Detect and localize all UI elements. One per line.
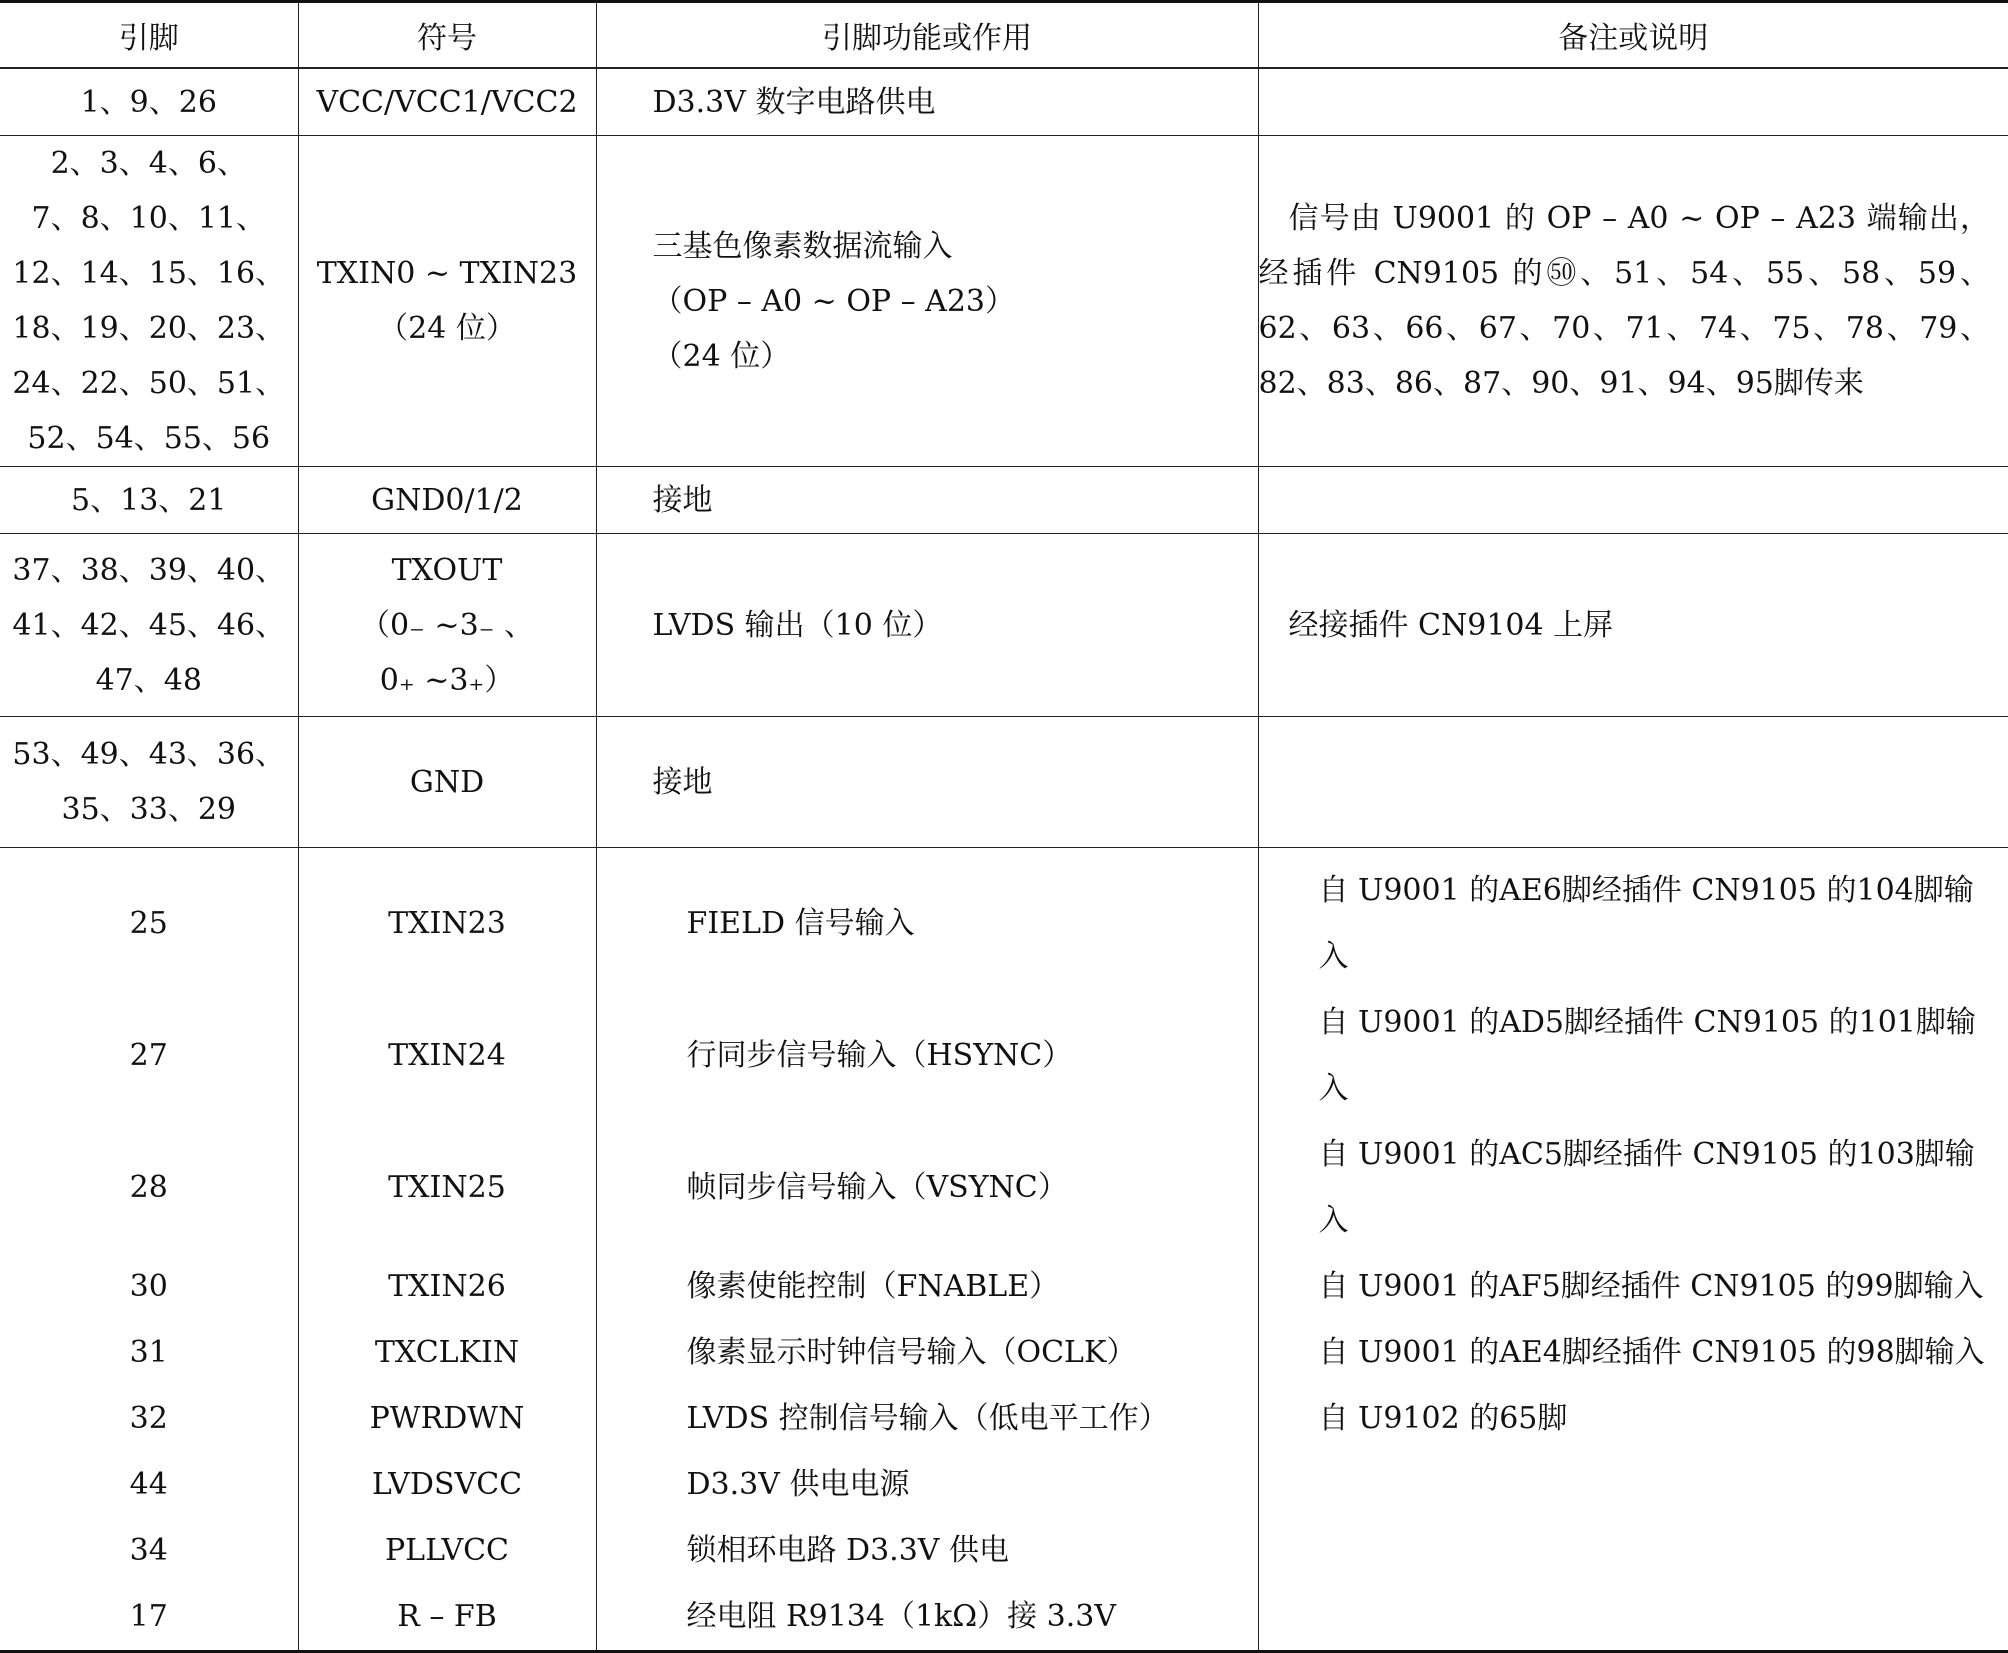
pin-cell: 2、3、4、6、 7、8、10、11、 12、14、15、16、 18、19、20、23、 24、22、50、51、 52、54、55、56 [0,136,298,467]
function-cell: 接地 [596,467,1258,534]
function-cell: LVDS 控制信号输入（低电平工作） [596,1386,1258,1452]
note-cell: 自 U9001 的AE4脚经插件 CN9105 的98脚输入 [1258,1320,2008,1386]
pin-cell: 27 [129,1038,168,1073]
function-cell: 锁相环电路 D3.3V 供电 [596,1518,1258,1584]
table-row [0,848,2008,991]
symbol-cell: LVDSVCC [298,1452,596,1518]
table-row [0,1386,2008,1452]
table-row [0,1518,2008,1584]
table-row [0,717,2008,848]
table-row [0,1584,2008,1652]
note-cell: 自 U9102 的65脚 [1258,1386,2008,1452]
symbol-cell: TXCLKIN [298,1320,596,1386]
symbol-cell: TXIN26 [298,1254,596,1320]
table-row [0,990,2008,1122]
note-cell: 自 U9001 的AC5脚经插件 CN9105 的103脚输入 [1258,1122,2008,1254]
table-row [0,534,2008,717]
note-cell: 自 U9001 的AE6脚经插件 CN9105 的104脚输入 [1258,848,2008,991]
function-cell: LVDS 输出（10 位） [596,534,1258,717]
function-cell: 像素显示时钟信号输入（OCLK） [596,1320,1258,1386]
function-cell: 像素使能控制（FNABLE） [596,1254,1258,1320]
pin-cell: 37、38、39、40、 41、42、45、46、 47、48 [0,534,298,717]
pin-cell: 32 [129,1401,168,1436]
symbol-cell: PLLVCC [298,1518,596,1584]
note-cell: 自 U9001 的AF5脚经插件 CN9105 的99脚输入 [1258,1254,2008,1320]
function-cell: D3.3V 数字电路供电 [596,68,1258,136]
note-cell [1258,1584,2008,1652]
pin-cell: 17 [0,1584,298,1652]
pin-cell: 28 [129,1170,168,1205]
header-symbol: 符号 [298,2,596,69]
function-cell: FIELD 信号输入 [596,848,1258,991]
pin-cell: 25 [129,906,168,941]
symbol-cell: TXIN25 [298,1122,596,1254]
table-row [0,1320,2008,1386]
function-cell: 帧同步信号输入（VSYNC） [596,1122,1258,1254]
pin-cell: 5、13、21 [0,467,298,534]
table-row [0,467,2008,534]
pin-cell: 44 [129,1467,168,1502]
function-cell: D3.3V 供电电源 [596,1452,1258,1518]
table-row [0,68,2008,136]
symbol-cell: GND0/1/2 [298,467,596,534]
symbol-cell: TXOUT （0₋ ~3₋ 、 0₊ ~3₊） [298,534,596,717]
function-cell: 行同步信号输入（HSYNC） [596,990,1258,1122]
note-cell [1258,1452,2008,1518]
note-cell: 自 U9001 的AD5脚经插件 CN9105 的101脚输入 [1258,990,2008,1122]
symbol-cell: GND [298,717,596,848]
symbol-cell: PWRDWN [298,1386,596,1452]
symbol-cell: TXIN23 [298,848,596,991]
note-cell: 经接插件 CN9104 上屏 [1258,534,2008,717]
symbol-cell: TXIN0 ~ TXIN23 （24 位） [298,136,596,467]
pin-cell: 34 [129,1533,168,1568]
symbol-cell: VCC/VCC1/VCC2 [298,68,596,136]
note-cell [1258,717,2008,848]
function-cell: 三基色像素数据流输入 （OP – A0 ~ OP – A23） （24 位） [596,136,1258,467]
pin-cell: 31 [129,1335,168,1370]
table-row [0,1452,2008,1518]
table-row [0,136,2008,467]
function-cell: 经电阻 R9134（1kΩ）接 3.3V [596,1584,1258,1652]
table-row [0,1254,2008,1320]
pin-cell: 53、49、43、36、 35、33、29 [0,717,298,848]
note-cell [1258,467,2008,534]
pin-cell: 30 [129,1269,168,1304]
header-note: 备注或说明 [1258,2,2008,69]
symbol-cell: TXIN24 [298,990,596,1122]
table-row [0,1122,2008,1254]
function-cell: 接地 [596,717,1258,848]
pin-cell: 1、9、26 [0,68,298,136]
symbol-cell: R – FB [298,1584,596,1652]
header-function: 引脚功能或作用 [596,2,1258,69]
note-cell [1258,68,2008,136]
note-cell [1258,1518,2008,1584]
note-cell: 信号由 U9001 的 OP – A0 ~ OP – A23 端输出，经插件 CN9105 的㊿、51、54、55、58、59、62、63、66、67、70、71、74、75、78、79、82、83、86、87、90、91、94、95脚传来 [1258,136,2008,467]
table-header-row [0,2,2008,69]
header-pin: 引脚 [0,2,298,69]
